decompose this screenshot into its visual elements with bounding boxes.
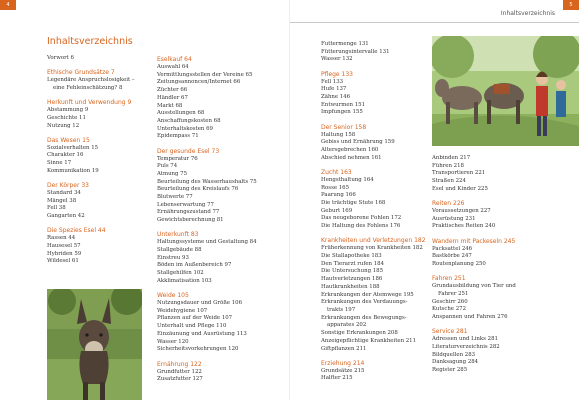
toc-entry: Wildesel 61 — [47, 258, 79, 265]
toc-entry: Gebiss und Ernährung 159 — [321, 139, 395, 146]
toc-entry: Wasser 120 — [157, 338, 189, 345]
toc-entry: Stallgehilfen 102 — [157, 270, 204, 277]
toc-entry: Hautverletzungen 186 — [321, 276, 383, 283]
toc-entry: Adressen und Links 281 — [432, 336, 498, 343]
toc-entry: Rassen 44 — [47, 235, 76, 242]
toc-entry: Erkrankungen der Atemwege 195 — [321, 291, 414, 298]
toc-entry: Haltung 158 — [321, 131, 356, 138]
running-head: Inhaltsverzeichnis — [500, 10, 555, 17]
toc-column-1 — [47, 55, 135, 266]
toc-entry: Transportieren 221 — [432, 170, 486, 177]
toc-entry: Anschaffungskosten 68 — [157, 117, 221, 124]
toc-entry: Impfungen 155 — [321, 109, 363, 116]
toc-entry: Zeitungsannoncen/Internet 66 — [157, 79, 241, 86]
toc-entry: Fahrer 251 — [438, 290, 469, 297]
toc-column-2 — [157, 56, 257, 384]
toc-entry: Grundsätze 215 — [321, 367, 365, 374]
toc-chapter-heading: Der Körper 33 — [47, 182, 89, 190]
toc-entry: Entwurmen 151 — [321, 101, 366, 108]
toc-entry: Straßen 224 — [432, 178, 466, 185]
toc-entry: Haltungssysteme und Gestaltung 84 — [157, 239, 257, 246]
toc-chapter-heading: Zucht 163 — [321, 168, 352, 176]
toc-column-3 — [321, 41, 426, 383]
toc-entry: Mängel 38 — [47, 197, 77, 204]
toc-chapter-heading: Die Spezies Esel 44 — [47, 227, 106, 235]
toc-entry: Giftpflanzen 211 — [321, 345, 367, 352]
toc-entry: Nutzungsdauer und Größe 106 — [157, 300, 243, 307]
toc-entry: Geschichte 11 — [47, 114, 86, 121]
toc-chapter-heading: Das Wesen 15 — [47, 136, 90, 144]
toc-entry: Hufe 137 — [321, 86, 347, 93]
book-spine — [289, 0, 290, 400]
toc-chapter-heading: Krankheiten und Verletzungen 182 — [321, 237, 426, 245]
toc-entry: Ausstellungen 68 — [157, 110, 205, 117]
toc-entry: Lebenserwartung 77 — [157, 201, 214, 208]
toc-entry: Anspannen und Fahren 276 — [432, 314, 508, 321]
toc-chapter-heading: Der Senior 158 — [321, 123, 367, 131]
toc-entry: Zähne 146 — [321, 94, 351, 101]
left-page-number: 4 — [0, 0, 16, 10]
toc-entry: Anzeigepflichtige Krankheiten 211 — [321, 337, 417, 344]
toc-entry: Den Tierarzt rufen 184 — [321, 260, 385, 267]
toc-entry: Pflanzen auf der Weide 107 — [157, 315, 233, 322]
toc-entry: Temperatur 76 — [157, 155, 198, 162]
toc-entry: Sicherheitsvorkehrungen 120 — [157, 346, 239, 353]
toc-entry: Einzäunung und Ausrüstung 113 — [157, 330, 247, 337]
toc-entry: Sinne 17 — [47, 160, 72, 167]
toc-entry: Fütterungsintervalle 131 — [321, 48, 390, 55]
toc-entry: Erkrankungen des Bewegungs- — [321, 314, 407, 321]
toc-entry: Vermittlungsstellen der Vereine 65 — [157, 71, 253, 78]
toc-entry: Sonstige Erkrankungen 208 — [321, 330, 398, 337]
toc-entry: Fell 38 — [47, 205, 66, 212]
toc-entry: Esel und Kinder 225 — [432, 185, 488, 192]
toc-chapter-heading: Eselkauf 64 — [157, 56, 192, 63]
toc-entry: Beurteilung des Wasserhaushalts 75 — [157, 178, 257, 185]
toc-chapter-heading: Herkunft und Verwendung 9 — [47, 99, 132, 107]
toc-entry: Hausesel 57 — [47, 243, 81, 250]
toc-chapter-heading: Wandern mit Packeseln 245 — [432, 237, 516, 245]
hikers-with-donkeys-photo — [432, 36, 579, 146]
toc-entry: Unterhaltskosten 69 — [157, 125, 213, 132]
toc-entry: Rosse 165 — [321, 184, 350, 191]
toc-entry: Zusatzfutter 127 — [157, 376, 203, 383]
toc-chapter-heading: Service 281 — [432, 328, 468, 336]
toc-entry: Akklimatisation 103 — [157, 277, 212, 284]
toc-entry: Praktisches Reiten 240 — [432, 223, 496, 230]
toc-entry: Abschied nehmen 161 — [321, 154, 382, 161]
toc-entry: Die trächtige Stute 168 — [321, 200, 386, 207]
toc-entry: Legendäre Anspruchslosigkeit – — [47, 77, 135, 84]
toc-entry: Geburt 169 — [321, 207, 353, 214]
toc-entry: Charakter 16 — [47, 152, 84, 159]
toc-entry: Böden im Außenbereich 97 — [157, 262, 232, 269]
toc-entry: Züchter 66 — [157, 87, 188, 94]
toc-chapter-heading: Weide 105 — [157, 292, 189, 300]
toc-entry: Altersgebrechen 160 — [321, 147, 379, 154]
toc-entry: Führen 218 — [432, 162, 464, 169]
toc-entry: Das neugeborene Fohlen 172 — [321, 215, 402, 222]
toc-entry: Vorwort 6 — [47, 55, 74, 61]
toc-entry: Abstammung 9 — [47, 107, 89, 114]
toc-chapter-heading: Pflege 133 — [321, 70, 353, 78]
toc-entry: Register 285 — [432, 367, 468, 374]
toc-entry: Danksagung 284 — [432, 359, 479, 366]
toc-entry: Grundfutter 122 — [157, 368, 202, 375]
toc-entry: Hautkrankheiten 188 — [321, 283, 380, 290]
toc-entry: Kommunikation 19 — [47, 167, 99, 174]
toc-entry: Beurteilung des Kreislaufs 76 — [157, 186, 239, 193]
toc-entry: apparates 202 — [327, 322, 367, 329]
toc-chapter-heading: Ethische Grundsätze 7 — [47, 69, 115, 77]
toc-entry: Futtermenge 131 — [321, 41, 369, 47]
toc-entry: Bastkörbe 247 — [432, 253, 472, 260]
toc-entry: Paarung 166 — [321, 192, 356, 199]
toc-entry: Atmung 75 — [157, 170, 188, 177]
toc-entry: Voraussetzungen 227 — [432, 208, 491, 215]
toc-entry: Erkrankungen des Verdauungs- — [321, 299, 408, 306]
toc-chapter-heading: Ernährung 122 — [157, 360, 202, 368]
toc-entry: Grundausbildung von Tier und — [432, 283, 516, 290]
toc-entry: Ernährungszustand 77 — [157, 209, 220, 216]
toc-entry: Unterhalt und Pflege 110 — [157, 323, 227, 330]
toc-entry: Epidempass 71 — [157, 133, 199, 140]
toc-entry: Markt 68 — [157, 102, 183, 109]
toc-entry: Anbinden 217 — [432, 155, 471, 161]
toc-entry: Sozialverhalten 15 — [47, 144, 99, 151]
toc-entry: Früherkennung von Krankheiten 182 — [321, 245, 423, 252]
donkey-photo — [47, 289, 142, 400]
toc-entry: Weidehygiene 107 — [157, 307, 208, 314]
toc-entry: Die Haltung des Fohlens 176 — [321, 223, 401, 230]
toc-entry: Hybriden 59 — [47, 250, 82, 257]
toc-column-4 — [432, 155, 516, 375]
toc-entry: Auswahl 64 — [157, 64, 189, 70]
toc-entry: Bildquellen 283 — [432, 351, 476, 358]
header-rule — [290, 22, 579, 23]
toc-entry: Händler 67 — [157, 94, 188, 101]
toc-entry: Die Untersuchung 185 — [321, 268, 384, 275]
toc-entry: Puls 74 — [157, 163, 178, 170]
toc-entry: Fell 133 — [321, 78, 344, 85]
toc-chapter-heading: Erziehung 214 — [321, 359, 365, 367]
right-page-number: 5 — [563, 0, 579, 10]
toc-entry: Blutwerte 77 — [157, 194, 193, 201]
toc-entry: Einstreu 93 — [157, 254, 189, 261]
toc-chapter-heading: Der gesunde Esel 73 — [157, 147, 220, 155]
toc-chapter-heading: Fahren 251 — [432, 275, 466, 283]
toc-entry: eine Fehleinschätzung? 8 — [53, 84, 123, 91]
toc-entry: Gewichtsberechnung 81 — [157, 217, 224, 224]
toc-entry: Routenplanung 250 — [432, 261, 486, 268]
toc-entry: Geschirr 260 — [432, 298, 468, 305]
toc-chapter-heading: Unterkunft 83 — [157, 231, 199, 239]
toc-entry: trakts 197 — [327, 306, 356, 313]
toc-entry: Wasser 132 — [321, 56, 353, 63]
toc-entry: Nutzung 12 — [47, 122, 80, 129]
toc-entry: Gangarten 42 — [47, 213, 85, 220]
toc-entry: Standard 34 — [47, 190, 81, 197]
toc-entry: Literaturverzeichnis 282 — [432, 343, 500, 350]
page-title: Inhaltsverzeichnis — [47, 36, 133, 47]
toc-entry: Packsattel 246 — [432, 245, 473, 252]
toc-entry: Die Stallapotheke 183 — [321, 253, 382, 260]
toc-entry: Ausrüstung 231 — [432, 215, 476, 222]
toc-entry: Stallgebäude 88 — [157, 247, 202, 254]
toc-entry: Halfter 215 — [321, 375, 353, 382]
toc-entry: Hengsthaltung 164 — [321, 176, 374, 183]
toc-chapter-heading: Reiten 226 — [432, 200, 465, 208]
toc-entry: Kutsche 272 — [432, 306, 466, 313]
